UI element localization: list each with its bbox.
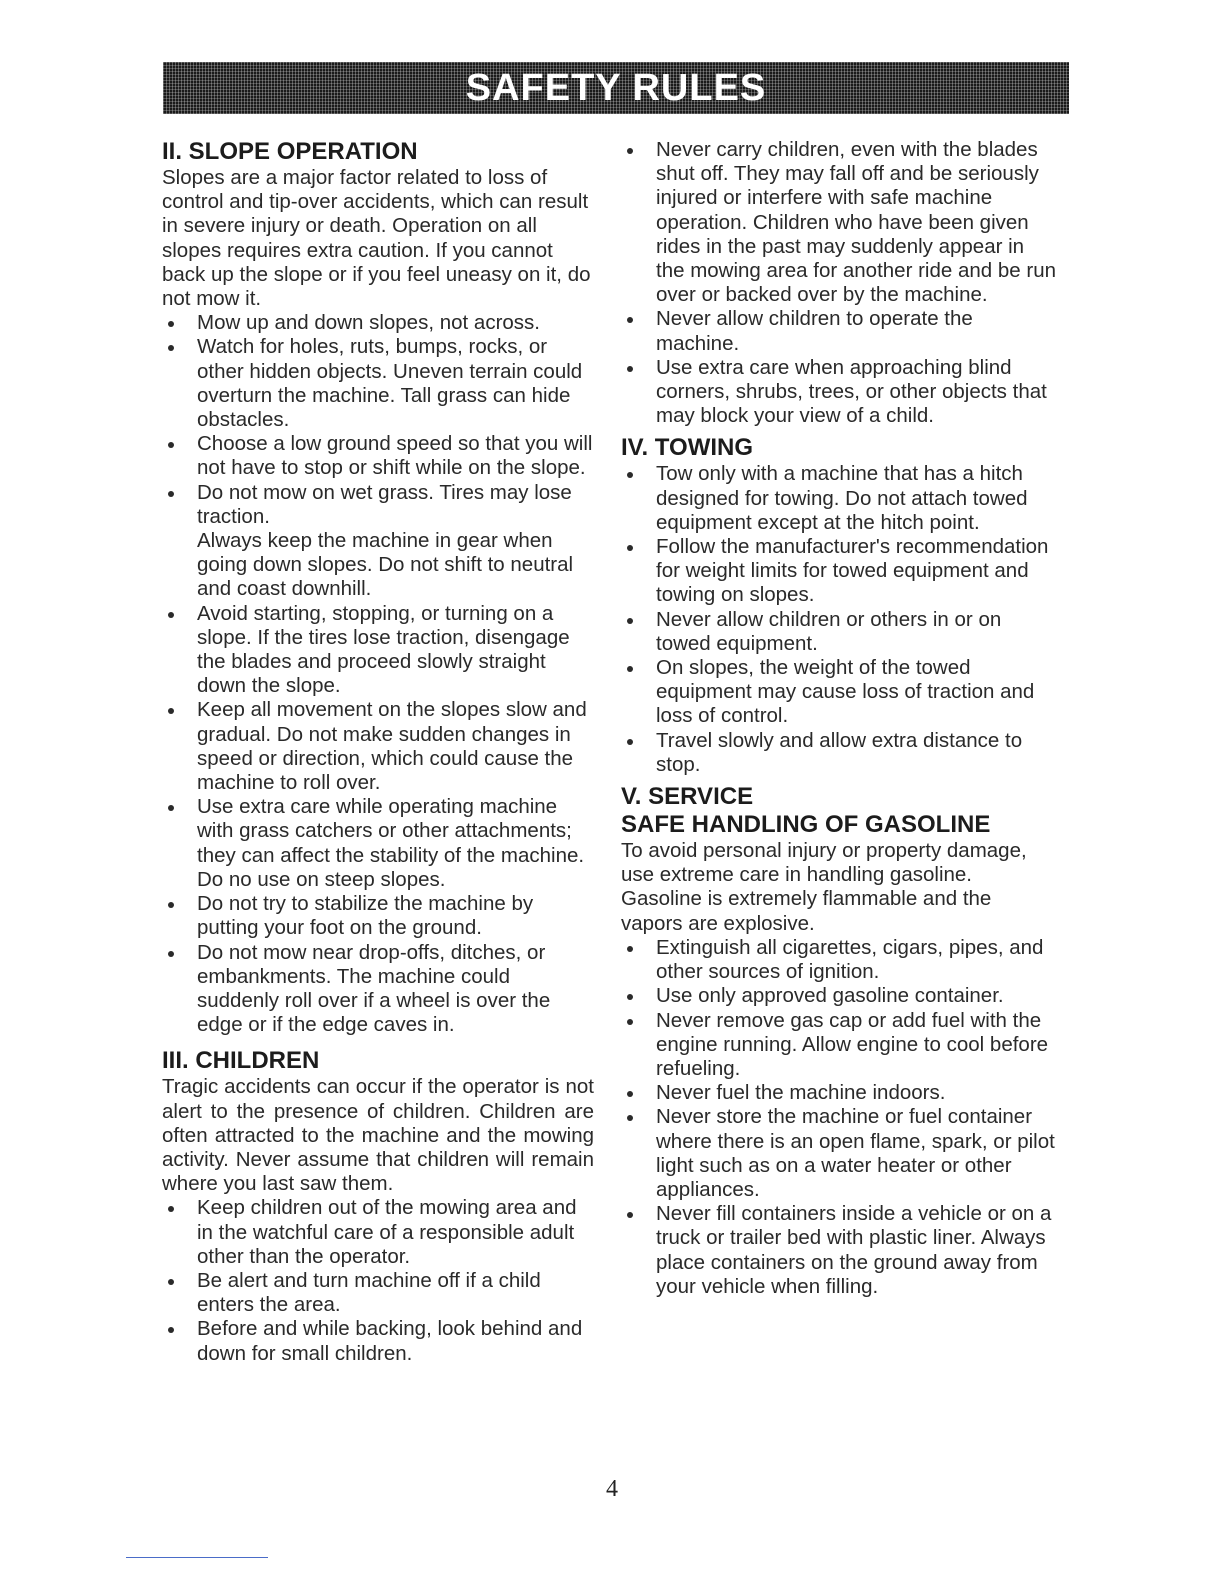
list-item: Avoid starting, stopping, or turning on a slope. If the tires lose traction, disengage the blades and proceed slowly straight down the slope.: [162, 602, 594, 699]
bullet-icon: [627, 1091, 633, 1097]
list-item: Tow only with a machine that has a hitch designed for towing. Do not attach towed equipment except at the hitch point.: [621, 462, 1057, 535]
list-item: Never remove gas cap or add fuel with the engine running. Allow engine to cool before refueling.: [621, 1009, 1057, 1082]
list-item: Extinguish all cigarettes, cigars, pipes, and other sources of ignition.: [621, 936, 1057, 984]
list-item: Do not mow near drop-offs, ditches, or embankments. The machine could suddenly roll over if a wheel is over the edge or if the edge caves in.: [162, 941, 594, 1038]
list-item: Never allow children to operate the machine.: [621, 307, 1057, 355]
bullet-icon: [168, 491, 174, 497]
bullet-icon: [627, 1212, 633, 1218]
list-item: Use extra care when approaching blind corners, shrubs, trees, or other objects that may block your view of a child.: [621, 356, 1057, 429]
bullet-icon: [168, 805, 174, 811]
list-item: Travel slowly and allow extra distance to stop.: [621, 729, 1057, 777]
banner-title: SAFETY RULES: [465, 66, 767, 109]
children-heading: III. CHILDREN: [162, 1047, 320, 1075]
left-column: [162, 138, 594, 1366]
list-item: Mow up and down slopes, not across.: [162, 311, 594, 335]
service-heading: V. SERVICE: [621, 783, 754, 811]
bullet-icon: [168, 321, 174, 327]
children-intro: Tragic accidents can occur if the operator is not alert to the presence of children. Children are often attracted to the machine and the mowing activity. Never assume that children will remain where you last saw them.: [162, 1075, 594, 1196]
bullet-icon: [168, 1206, 174, 1212]
children-list: [162, 1196, 594, 1365]
list-item: Keep all movement on the slopes slow and gradual. Do not make sudden changes in speed or direction, which could cause the machine to roll over.: [162, 698, 594, 795]
list-item: Choose a low ground speed so that you will not have to stop or shift while on the slope.: [162, 432, 594, 480]
gasoline-subheading: SAFE HANDLING OF GASOLINE: [621, 811, 991, 839]
list-item: Use only approved gasoline container.: [621, 984, 1057, 1008]
bullet-icon: [627, 946, 633, 952]
slope-intro: Slopes are a major factor related to loss of control and tip-over accidents, which can result in severe injury or death. Operation on all slopes requires extra caution. If you cannot back up the slope or if you feel uneasy on it, do not mow it.: [162, 166, 591, 311]
bullet-icon: [168, 612, 174, 618]
list-item: Keep children out of the mowing area and in the watchful care of a responsible adult other than the operator.: [162, 1196, 594, 1269]
right-column: [621, 138, 1057, 1299]
service-list: [621, 936, 1057, 1299]
list-item: Watch for holes, ruts, bumps, rocks, or other hidden objects. Uneven terrain could overturn the machine. Tall grass can hide obstacles.: [162, 335, 594, 432]
bullet-icon: [627, 472, 633, 478]
bullet-icon: [627, 366, 633, 372]
list-item: On slopes, the weight of the towed equipment may cause loss of traction and loss of control.: [621, 656, 1057, 729]
bullet-icon: [168, 442, 174, 448]
list-item: Never store the machine or fuel container where there is an open flame, spark, or pilot light such as on a water heater or other appliances.: [621, 1105, 1057, 1202]
list-item: Never carry children, even with the blades shut off. They may fall off and be seriously injured or interfere with safe machine operation. Children who have been given rides in the past may suddenly appear in the mowing area for another ride and be run over or backed over by the machine.: [621, 138, 1057, 307]
towing-heading: IV. TOWING: [621, 434, 754, 462]
bullet-icon: [168, 1279, 174, 1285]
bullet-icon: [627, 545, 633, 551]
safety-rules-banner: [163, 62, 1069, 114]
list-item: Use extra care while operating machine with grass catchers or other attachments; they can affect the stability of the machine. Do no use on steep slopes.: [162, 795, 594, 892]
list-item: Do not try to stabilize the machine by putting your foot on the ground.: [162, 892, 594, 940]
list-item: Follow the manufacturer's recommendation for weight limits for towed equipment and towing on slopes.: [621, 535, 1057, 608]
list-item: Never fill containers inside a vehicle or on a truck or trailer bed with plastic liner. Always place containers on the ground away from your vehicle when filling.: [621, 1202, 1057, 1299]
slope-operation-heading: II. SLOPE OPERATION: [162, 138, 418, 165]
bullet-icon: [168, 1327, 174, 1333]
bullet-icon: [627, 618, 633, 624]
list-item: Before and while backing, look behind and down for small children.: [162, 1317, 594, 1365]
bullet-icon: [627, 739, 633, 745]
bullet-icon: [168, 951, 174, 957]
slope-list: [162, 311, 594, 1037]
bullet-icon: [168, 345, 174, 351]
service-intro: To avoid personal injury or property damage, use extreme care in handling gasoline. Gasoline is extremely flammable and the vapors are explosive.: [621, 839, 1027, 935]
bullet-icon: [168, 708, 174, 714]
bullet-icon: [168, 902, 174, 908]
list-item: Never fuel the machine indoors.: [621, 1081, 1057, 1105]
bullet-icon: [627, 994, 633, 1000]
bullet-icon: [627, 148, 633, 154]
list-item: Always keep the machine in gear when going down slopes. Do not shift to neutral and coast downhill.: [197, 529, 574, 601]
list-item: Be alert and turn machine off if a child enters the area.: [162, 1269, 594, 1317]
towing-list: [621, 462, 1057, 777]
bullet-icon: [627, 1019, 633, 1025]
list-item: Never allow children or others in or on towed equipment.: [621, 608, 1057, 656]
bullet-icon: [627, 1115, 633, 1121]
children-list-continued: [621, 138, 1057, 428]
bullet-icon: [627, 666, 633, 672]
footer-rule: [126, 1557, 268, 1558]
page-number: 4: [606, 1476, 618, 1502]
list-item: Do not mow on wet grass. Tires may lose traction.: [162, 481, 594, 529]
bullet-icon: [627, 317, 633, 323]
